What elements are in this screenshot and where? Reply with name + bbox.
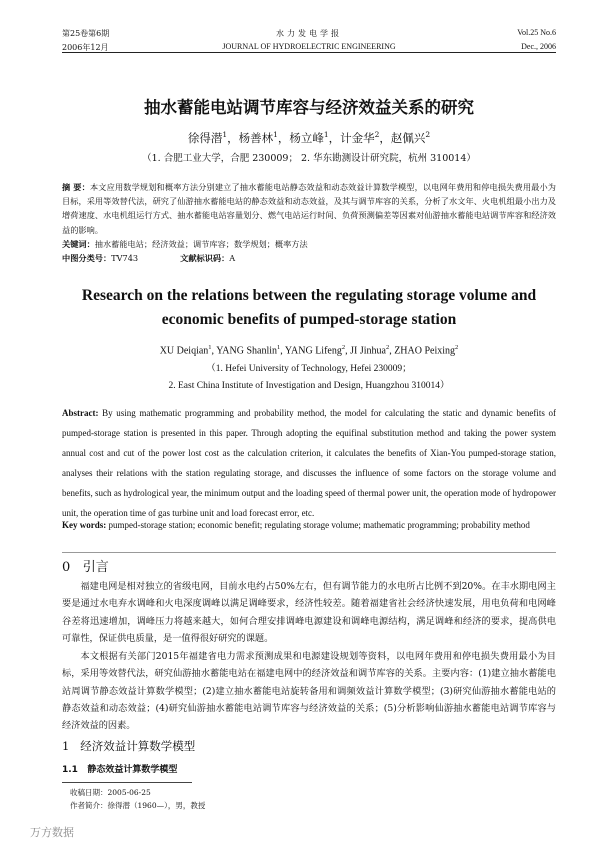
author-sup: 1 <box>222 130 228 140</box>
subsection-title: 静态效益计算数学模型 <box>87 765 178 775</box>
author-name-en: YANG Lifeng <box>284 345 342 357</box>
date-en: Dec., 2006 <box>521 42 556 51</box>
author-sup: 1 <box>277 344 281 351</box>
author-name: 杨善林 <box>238 131 274 145</box>
author-sup: 2 <box>385 344 390 351</box>
section-number: 1 <box>62 739 70 753</box>
section-title: 引言 <box>82 560 109 575</box>
section-heading-0 <box>62 556 109 575</box>
journal-name-cn: 水力发电学报 <box>276 29 342 38</box>
section-rule <box>62 552 556 553</box>
authors-cn: 徐得潜$^1$，杨善林$^1$，杨立峰$^1$，计金华$^2$，赵佩兴$^2$ <box>187 130 431 145</box>
received-label: 收稿日期： <box>70 788 108 797</box>
author-sup: 2 <box>455 344 459 351</box>
section-heading-1 <box>62 738 195 754</box>
subsection-heading-1-1 <box>62 762 177 775</box>
affiliation-en-line1: （1. Hefei University of Technology, Hefei 230009； <box>206 364 412 374</box>
watermark: 万方数据 <box>30 826 74 839</box>
title-en-line1: Research on the relations between the regulating storage volume and <box>81 287 537 304</box>
author-name-en: XU Deiqian <box>159 345 209 357</box>
author-sup: 1 <box>323 130 329 140</box>
doc-code-label: 文献标识码： <box>180 253 230 263</box>
clc-label: 中图分类号： <box>62 253 112 263</box>
affiliation-cn: （1. 合肥工业大学，合肥 230009； 2. 华东勘测设计研究院，杭州 310014） <box>142 153 476 164</box>
title-en <box>62 284 556 332</box>
keywords-cn <box>62 239 556 250</box>
author-sup: 2 <box>341 344 346 351</box>
abstract-cn <box>62 180 556 237</box>
keywords-label-cn: 关键词： <box>62 239 95 249</box>
footnote-author <box>70 800 205 811</box>
volume-issue-cn: 第25卷第6期 <box>62 29 110 38</box>
author-sup: 1 <box>208 344 212 351</box>
author-sup: 1 <box>273 130 278 140</box>
section-title: 经济效益计算数学模型 <box>80 739 196 753</box>
author-name: 赵佩兴 <box>390 131 426 145</box>
author-name: 徐得潜 <box>187 131 223 145</box>
footnote-rule <box>62 782 192 783</box>
author-bio-label: 作者简介： <box>70 801 108 810</box>
volume-issue-en: Vol.25 No.6 <box>517 28 556 37</box>
classification-cn <box>62 253 556 264</box>
body-paragraph: 本文根据有关部门2015年福建省电力需求预测成果和电源建设规划等资料，以电网年费用和停电损失费用最小为目标，采用等效替代法，研究仙游抽水蓄能电站在福建电网中的经济效益和调节库容的关系。主要内容：(1)建立抽水蓄能电站周调节静态效益计算数学模型；(2)建立抽水蓄能电站旋转备用和调频效益计算数学模型；(3)研究仙游抽水蓄能电站的静态效益和动态效益；(4)研究仙游抽水蓄能电站调节库容与经济效益的关系；(5)分析影响仙游抽水蓄能电站调节库容与经济效益的因素。 <box>62 651 556 732</box>
keywords-label-en: Key words: <box>62 520 107 530</box>
author-sup: 2 <box>425 130 431 140</box>
journal-name-en: JOURNAL OF HYDROELECTRIC ENGINEERING <box>222 42 396 51</box>
footnote-received <box>70 787 151 798</box>
abstract-label-cn: 摘 要： <box>62 182 90 192</box>
keywords-text-cn: 抽水蓄能电站；经济效益；调节库容；数学规划；概率方法 <box>94 239 308 249</box>
subsection-number: 1.1 <box>62 765 78 775</box>
received-date: 2005-06-25 <box>107 788 151 797</box>
abstract-label-en: Abstract: <box>62 408 99 418</box>
title-en-line2: economic benefits of pumped-storage station <box>161 311 457 328</box>
running-header <box>62 4 556 50</box>
author-name-en: YANG Shanlin <box>216 345 278 357</box>
keywords-text-en: pumped-storage station; economic benefit; regulating storage volume; mathematic programming; probability method <box>108 520 530 530</box>
author-sup: 2 <box>374 130 380 140</box>
doc-code-value: A <box>229 253 236 263</box>
authors-en: XU Deiqian$^1$, YANG Shanlin$^1$, YANG Lifeng$^2$, JI Jinhua$^2$, ZHAO Peixing$^2$ <box>159 344 459 357</box>
keywords-en <box>62 517 556 534</box>
author-name: 杨立峰 <box>289 131 324 145</box>
section-number: 0 <box>62 560 71 575</box>
abstract-text-cn: 本文应用数学规划和概率方法分别建立了抽水蓄能电站静态效益和动态效益计算数学模型，以电网年费用和停电损失费用最小为目标，采用等效替代法，研究了仙游抽水蓄能电站的静态效益和动态效益，及其与调节库容的关系，分析了水文年、火电机组最小出力及增荷速度、水电机组运行方式、抽水蓄能电站容量划分、燃气电站运行时间、负荷预测偏差等因素对仙游抽水蓄能电站调节库容和经济效益的影响。 <box>62 182 556 235</box>
date-cn: 2006年12月 <box>62 43 109 52</box>
affiliation-en <box>62 361 556 395</box>
author-bio: 徐得潜（1960—），男，教授 <box>107 801 206 810</box>
abstract-text-en: By using mathematic programming and probability method, the model for calculating the static and dynamic benefits of pumped-storage station is presented in this paper. Through adopting the equifinal substitution method and taking the power system annual cost and cut of the power lost cost as the calculation criterion, it calculates the benefits of Xian-You pumped-storage station, analyses their relations with the station regulating storage, and discusses the influence of some factors on the storage volume and benefits, such as hydrological year, the minimum output and the loading speed of thermal power unit, the operation mode of hydropower unit, the operation time of gas turbine unit and load forecast error, etc. <box>62 408 556 518</box>
clc-value: TV743 <box>111 253 139 263</box>
affiliation-en-line2: 2. East China Institute of Investigation and Design, Huangzhou 310014） <box>168 381 450 391</box>
abstract-en <box>62 403 556 523</box>
author-name: 计金华 <box>340 131 375 145</box>
body-paragraph: 福建电网是相对独立的省级电网，目前水电约占50%左右，但有调节能力的水电所占比例不到20%。在丰水期电网主要是通过水电弃水调峰和火电深度调峰以满足调峰要求，经济性较差。随着福建省社会经济快速发展，用电负荷和电网峰谷差将迅速增加，调峰压力将越来越大，如何合理安排调峰电源建设和调峰电源结构，满足调峰和经济的要求，提高供电可靠性，保证供电质量，是一值得很好研究的课题。 <box>62 581 556 644</box>
header-rule <box>62 52 556 53</box>
author-name-en: JI Jinhua <box>350 345 386 357</box>
title-cn: 抽水蓄能电站调节库容与经济效益关系的研究 <box>144 98 474 117</box>
author-name-en: ZHAO Peixing <box>394 345 456 357</box>
